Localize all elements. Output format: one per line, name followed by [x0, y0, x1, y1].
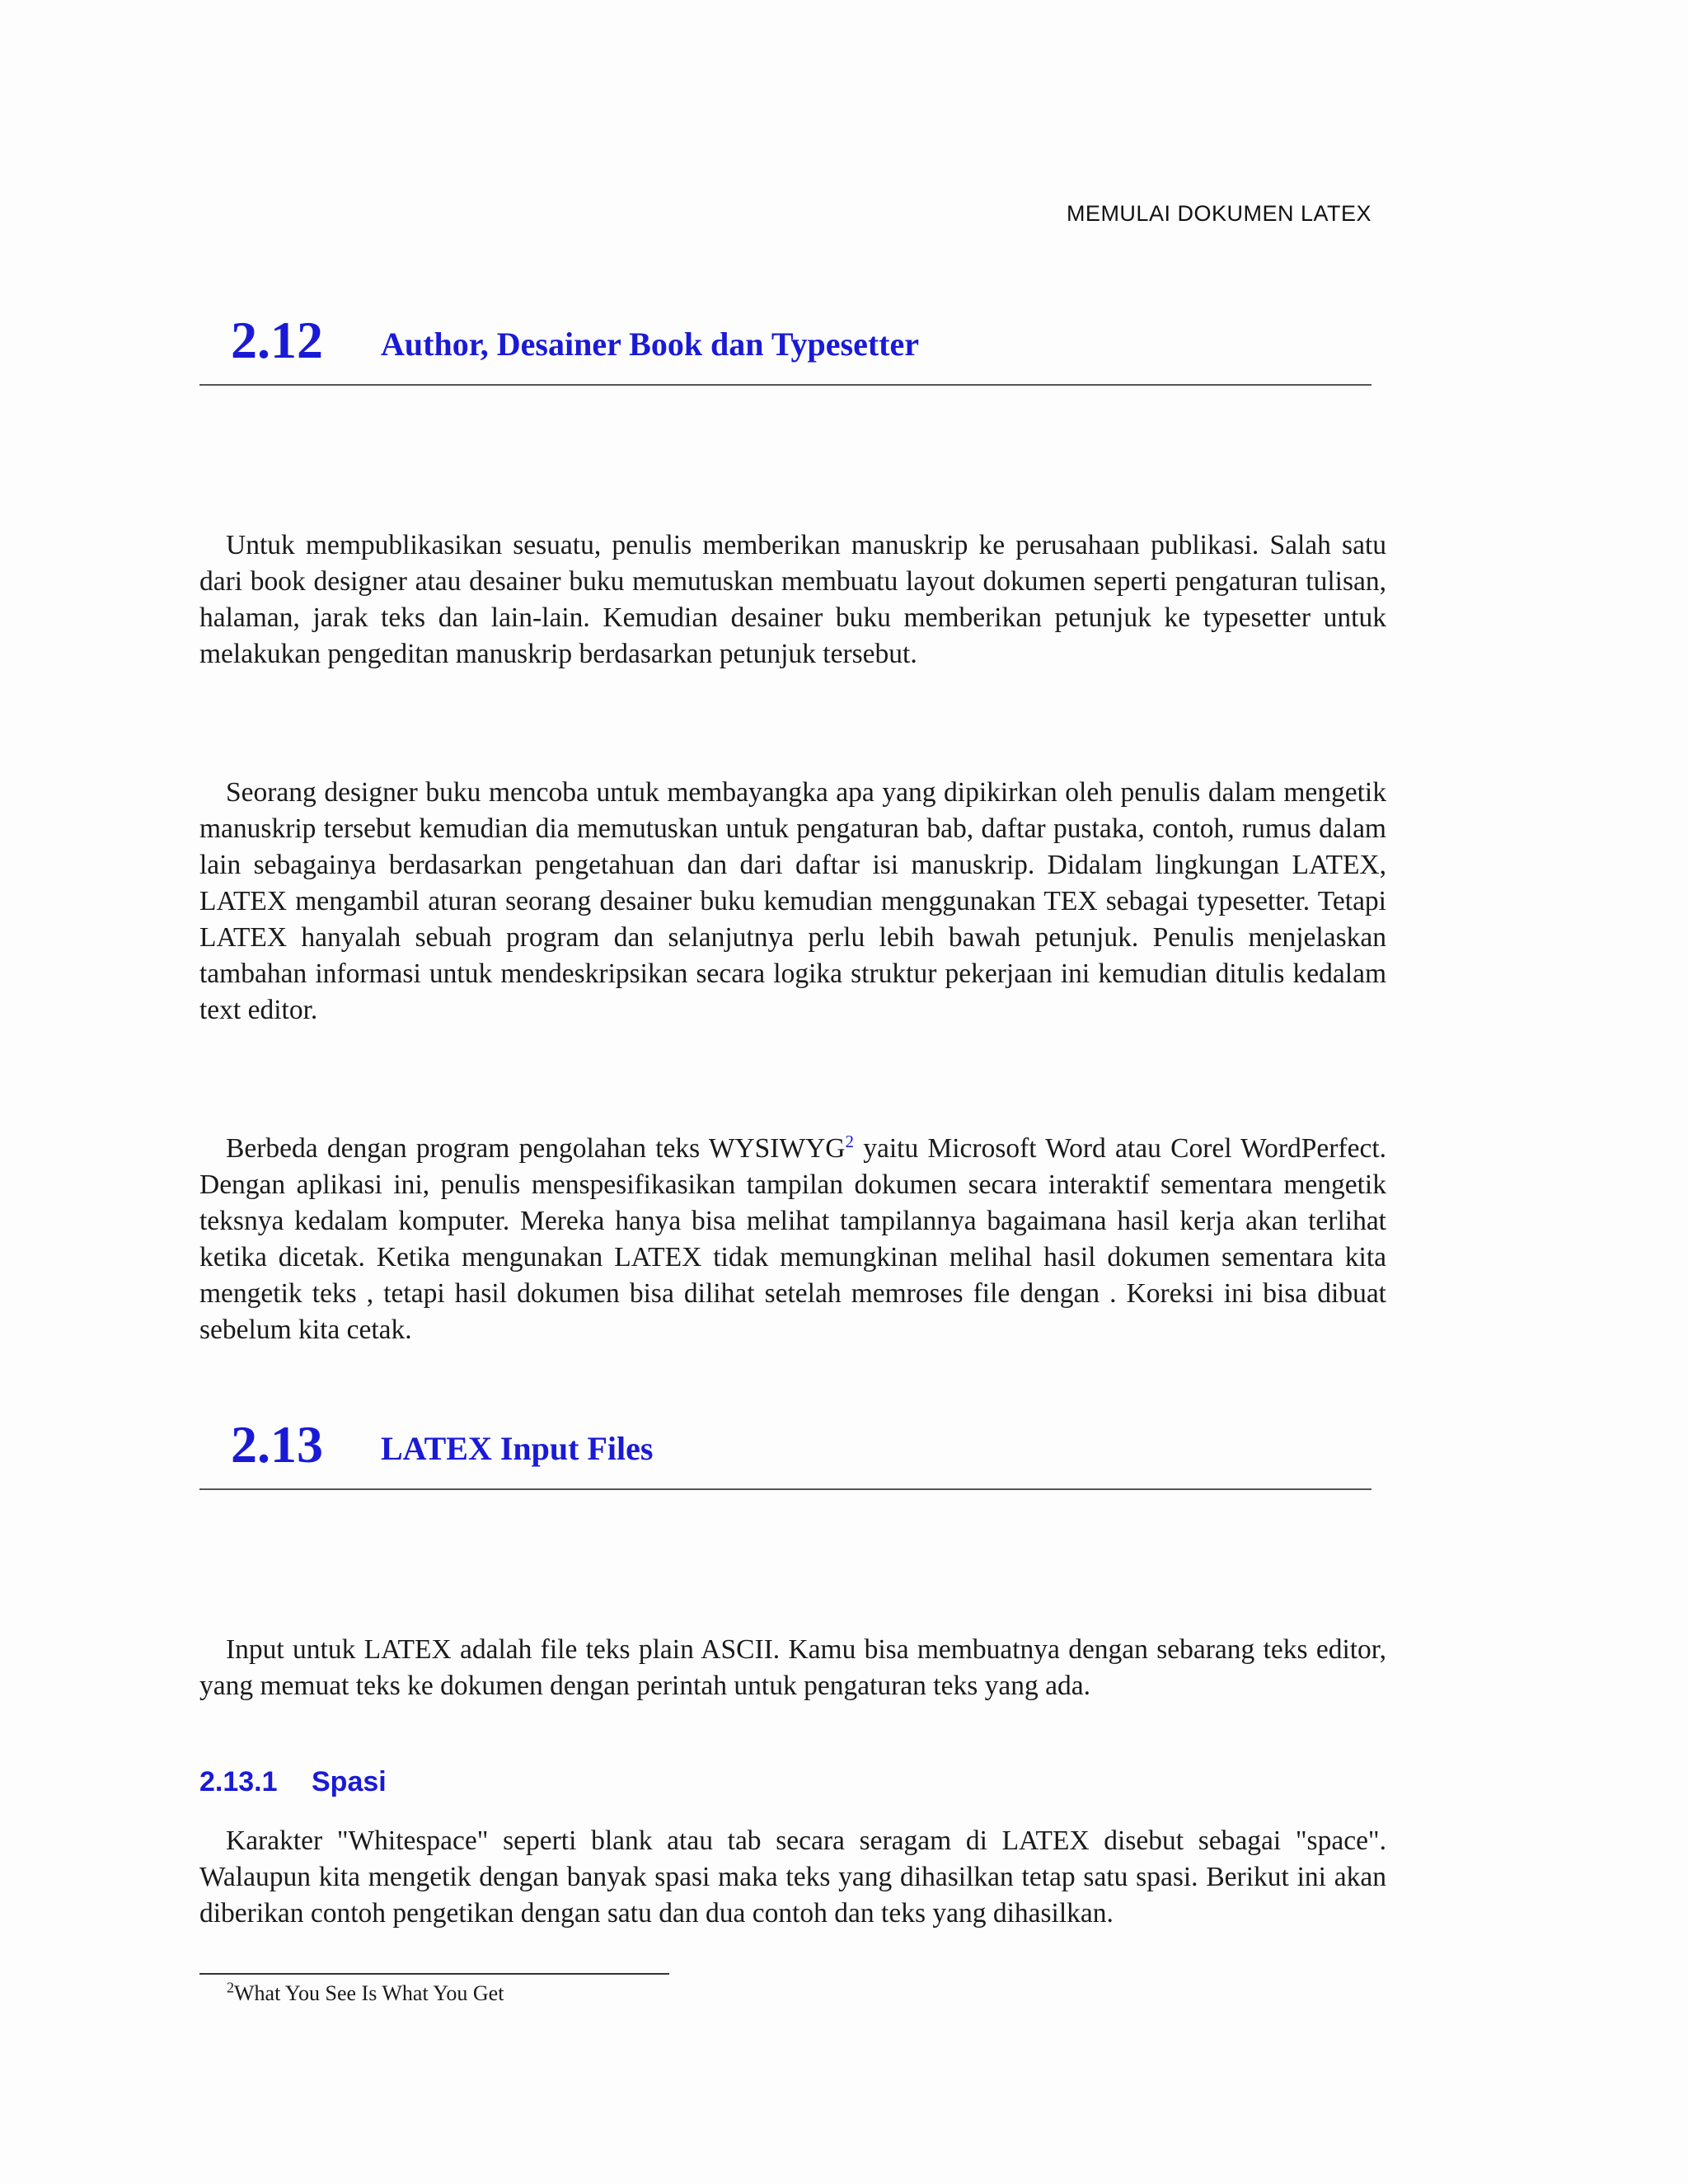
- running-head: MEMULAI DOKUMEN LATEX: [1066, 201, 1372, 226]
- subsection-title: Spasi: [312, 1766, 387, 1797]
- paragraph-wysiwyg-text-before: Berbeda dengan program pengolahan teks WYSIWYG: [226, 1133, 846, 1164]
- footnote: [227, 1980, 504, 2008]
- footnote-text: What You See Is What You Get: [234, 1981, 504, 2005]
- subsection-heading-2-13-1: [199, 1766, 387, 1798]
- section-heading-2-13: [199, 1406, 1372, 1490]
- paragraph-spasi: Karakter "Whitespace" seperti blank atau tab secara seragam di LATEX disebut sebagai "space". Walaupun kita mengetik dengan banyak spasi maka teks yang dihasilkan tetap satu spasi. Berikut ini akan diberikan contoh pengetikan dengan satu dan dua contoh dan teks yang dihasilkan.: [199, 1825, 1386, 1929]
- paragraph-publishing: Untuk mempublikasikan sesuatu, penulis memberikan manuskrip ke perusahaan publikasi. Salah satu dari book designer atau desainer buku memutuskan membuatu layout dokumen seperti pengaturan tulisan, halaman, jarak teks dan lain-lain. Kemudian desainer buku memberikan petunjuk ke typesetter untuk melakukan pengeditan manuskrip berdasarkan petunjuk tersebut.: [199, 530, 1386, 669]
- footnote-reference[interactable]: 2: [845, 1131, 854, 1151]
- section-title: LATEX Input Files: [381, 1430, 654, 1467]
- paragraph-wysiwyg: [199, 1131, 1386, 1348]
- footnote-rule: [199, 1973, 669, 1975]
- footnote-mark: 2: [227, 1979, 234, 1996]
- section-number: 2.13: [231, 1415, 323, 1474]
- section-title: Author, Desainer Book dan Typesetter: [381, 326, 920, 363]
- paragraph-designer: Seorang designer buku mencoba untuk membayangka apa yang dipikirkan oleh penulis dalam mengetik manuskrip tersebut kemudian dia memutuskan untuk pengaturan bab, daftar pustaka, contoh, rumus dalam lain sebagainya berdasarkan pengetahuan dan dari daftar isi manuskrip. Didalam lingkungan LATEX, LATEX mengambil aturan seorang desainer buku kemudian menggunakan TEX sebagai typesetter. Tetapi LATEX hanyalah sebuah program dan selanjutnya perlu lebih bawah petunjuk. Penulis menjelaskan tambahan informasi untuk mendeskripsikan secara logika struktur pekerjaan ini kemudian ditulis kedalam text editor.: [199, 777, 1386, 1025]
- section-heading-2-12: [199, 302, 1372, 386]
- paragraph-wysiwyg-text-after: yaitu Microsoft Word atau Corel WordPerfect. Dengan aplikasi ini, penulis menspesifikasikan tampilan dokumen secara interaktif sementara mengetik teksnya kedalam komputer. Mereka hanya bisa melihat tampilannya bagaimana hasil kerja akan terlihat ketika dicetak. Ketika mengunakan LATEX tidak memungkinan melihal hasil dokumen sementara kita mengetik teks , tetapi hasil dokumen bisa dilihat setelah memroses file dengan . Koreksi ini bisa dibuat sebelum kita cetak.: [199, 1133, 1386, 1345]
- subsection-number: 2.13.1: [199, 1766, 278, 1797]
- paragraph-input-files: Input untuk LATEX adalah file teks plain ASCII. Kamu bisa membuatnya dengan sebarang teks editor, yang memuat teks ke dokumen dengan perintah untuk pengaturan teks yang ada.: [199, 1634, 1386, 1701]
- section-number: 2.12: [231, 311, 323, 369]
